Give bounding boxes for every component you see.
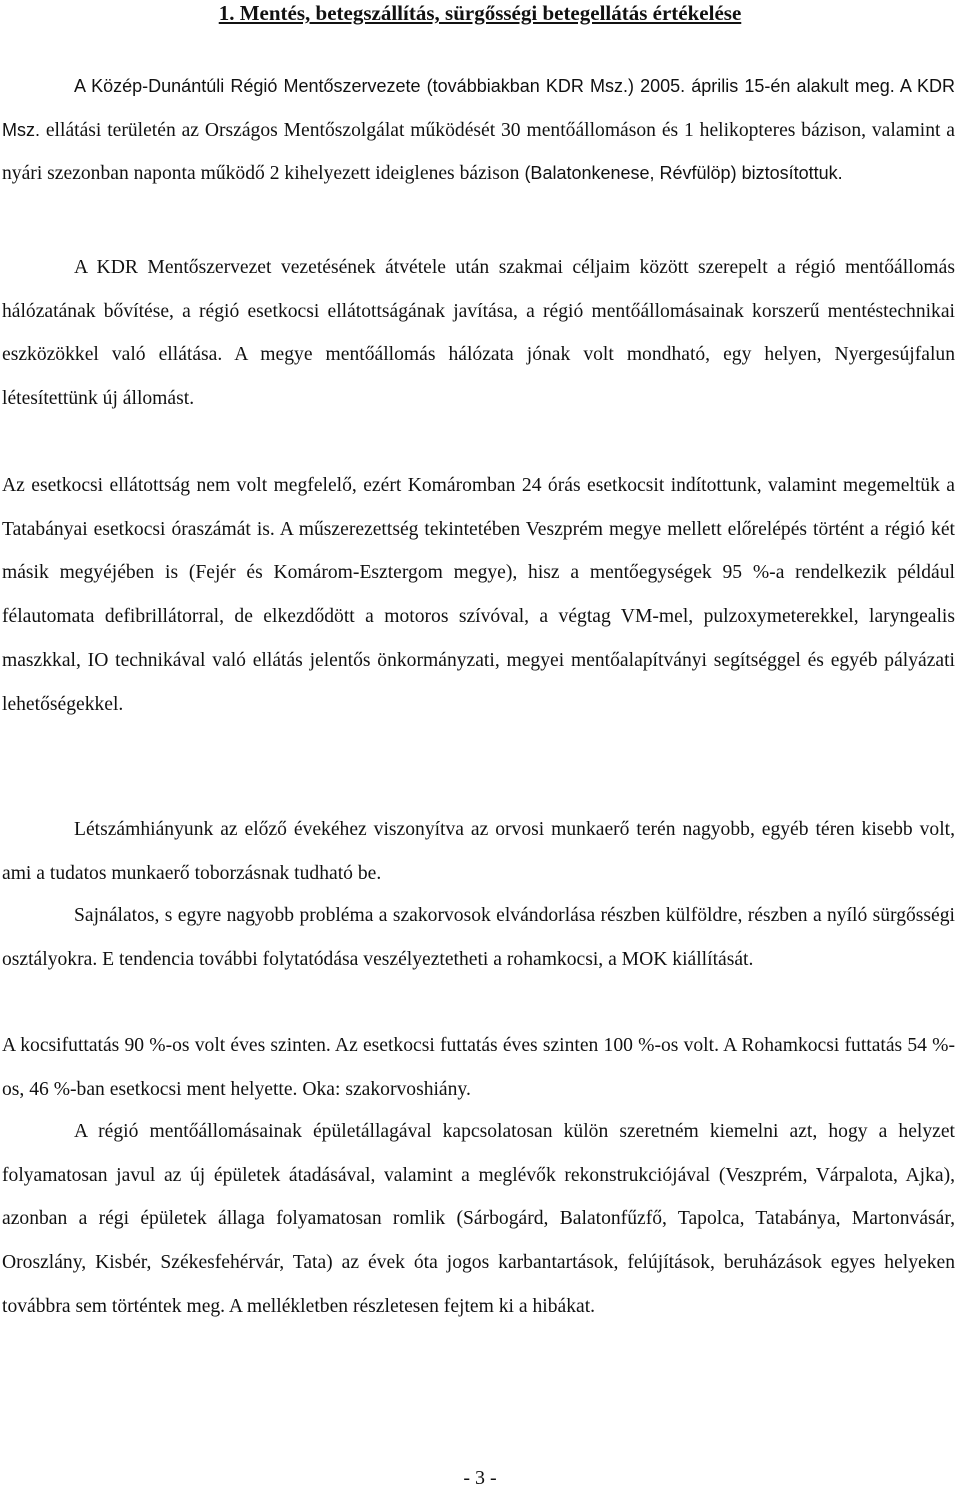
paragraph-founding xyxy=(2,65,955,196)
section-heading: 1. Mentés, betegszállítás, sürgősségi betegellátás értékelése xyxy=(218,1,742,25)
paragraph-equipment: Az esetkocsi ellátottság nem volt megfelelő, ezért Komáromban 24 órás esetkocsit indítottunk, valamint megemeltük a Tatabányai esetkocsi óraszámát is. A műszerezettség tekintetében Veszprém megye mellett előrelépés történt a régió két másik megyéjében is (Fejér és Komárom-Esztergom megye), hisz a mentőegységek 95 %-a rendelkezik például félautomata defibrillátorral, de elkezdődött a motoros szívóval, a végtag VM-mel, pulzoxymeterekkel, laryngealis maszkkal, IO technikával való ellátás jelentős önkormányzati, megyei mentőalapítványi segítséggel és egyéb pályázati lehetőségekkel. xyxy=(2,475,955,715)
page-number: - 3 - xyxy=(463,1467,497,1489)
paragraph-buildings: A régió mentőállomásainak épületállagával kapcsolatosan külön szeretném kiemelni azt, hogy a helyzet folyamatosan javul az új épületek átadásával, valamint a meglévők rekonstrukciójával (Veszprém, Várpalota, Ajka), azonban a régi épületek állaga folyamatosan romlik (Sárbogárd, Balatonfűzfő, Tapolca, Tatabánya, Martonvásár, Oroszlány, Kisbér, Székesfehérvár, Tata) az évek óta jogos karbantartások, felújítások, beruházások egyes helyeken továbbra sem történtek meg. A mellékletben részletesen fejtem ki a hibákat. xyxy=(2,1121,955,1317)
paragraph-staffing: Létszámhiányunk az előző évekéhez viszonyítva az orvosi munkaerő terén nagyobb, egyéb téren kisebb volt, ami a tudatos munkaerő toborzásnak tudható be. xyxy=(2,819,955,884)
paragraph-goals: A KDR Mentőszervezet vezetésének átvétele után szakmai céljaim között szerepelt a régió mentőállomás hálózatának bővítése, a régió esetkocsi ellátottságának javítása, a régió mentőállomásainak korszerű mentéstechnikai eszközökkel való ellátása. A megye mentőállomás hálózata jónak volt mondható, egy helyen, Nyergesújfalun létesítettünk új állomást. xyxy=(2,257,955,410)
paragraph-specialists: Sajnálatos, s egyre nagyobb probléma a szakorvosok elvándorlása részben külföldre, részben a nyíló sürgősségi osztályokra. E tendencia további folytatódása veszélyeztetheti a rohamkocsi, a MOK kiállítását. xyxy=(2,905,955,970)
paragraph-founding-lead: A Közép-Dunántúli Régió Mentőszervezete (továbbiakban KDR Msz.) 2005. április 15-én alakult meg. A KDR Msz. xyxy=(2,76,955,140)
paragraph-founding-body: ellátási területén az Országos Mentőszolgálat működését 30 mentőállomáson és 1 helikopteres bázison, valamint a nyári szezonban naponta működő 2 kihelyezett ideiglenes bázison xyxy=(2,119,955,185)
paragraph-utilization: A kocsifuttatás 90 %-os volt éves szinten. Az esetkocsi futtatás éves szinten 100 %-os volt. A Rohamkocsi futtatás 54 %-os, 46 %-ban esetkocsi ment helyette. Oka: szakorvoshiány. xyxy=(2,1035,955,1100)
paragraph-founding-tail: (Balatonkenese, Révfülöp) biztosítottuk. xyxy=(519,163,843,184)
